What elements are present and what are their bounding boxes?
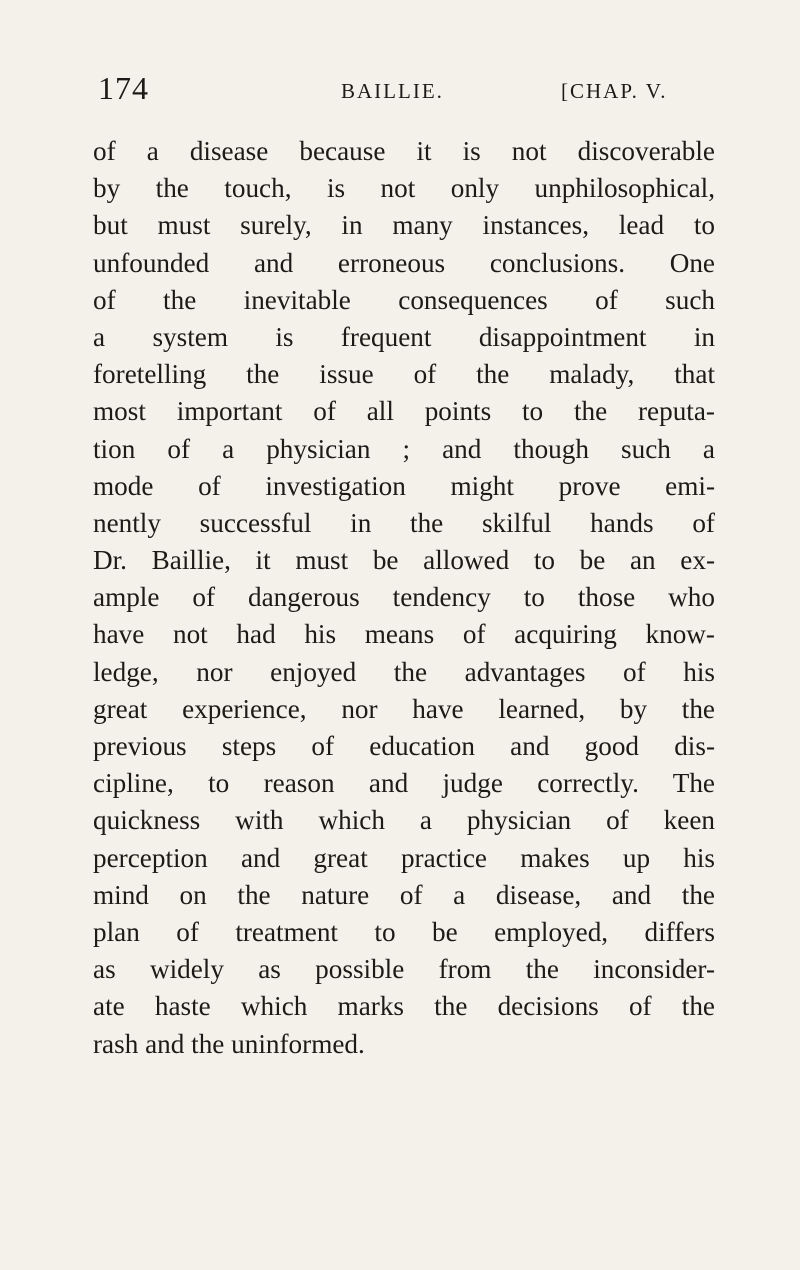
text-line: Dr. Baillie, it must be allowed to be an ex- — [93, 545, 715, 576]
text-line: nently successful in the skilful hands of — [93, 507, 715, 538]
text-line: quickness with which a physician of keen — [93, 805, 715, 836]
text-line: tion of a physician ; and though such a — [93, 433, 715, 464]
chapter-label: [CHAP. V. — [561, 79, 668, 103]
text-line: by the touch, is not only unphilosophical, — [93, 173, 715, 204]
text-line: perception and great practice makes up his — [93, 842, 715, 873]
text-line: have not had his means of acquiring know- — [93, 619, 715, 650]
body-paragraph — [93, 133, 715, 1063]
text-line: plan of treatment to be employed, differs — [93, 916, 715, 947]
text-line: a system is frequent disappointment in — [93, 321, 715, 352]
text-line: foretelling the issue of the malady, that — [93, 359, 715, 390]
text-line: of the inevitable consequences of such — [93, 284, 715, 315]
text-line: great experience, nor have learned, by the — [93, 693, 715, 724]
text-line: rash and the uninformed. — [93, 1028, 365, 1059]
text-line: ate haste which marks the decisions of the — [93, 991, 715, 1022]
running-title: BAILLIE. — [341, 79, 444, 103]
text-line: of a disease because it is not discoverable — [93, 136, 715, 166]
text-line: previous steps of education and good dis- — [93, 731, 715, 761]
text-line: unfounded and erroneous conclusions. One — [93, 247, 715, 278]
text-line: ledge, nor enjoyed the advantages of his — [93, 656, 715, 687]
text-line: but must surely, in many instances, lead to — [93, 210, 715, 241]
text-line: most important of all points to the reputa- — [93, 396, 715, 427]
page-number: 174 — [98, 70, 149, 106]
text-line: cipline, to reason and judge correctly. The — [93, 768, 715, 799]
text-line: as widely as possible from the inconsider- — [93, 954, 715, 985]
text-line: mode of investigation might prove emi- — [93, 470, 715, 501]
text-line: mind on the nature of a disease, and the — [93, 879, 715, 910]
page-header — [93, 70, 713, 114]
text-line: ample of dangerous tendency to those who — [93, 582, 715, 613]
